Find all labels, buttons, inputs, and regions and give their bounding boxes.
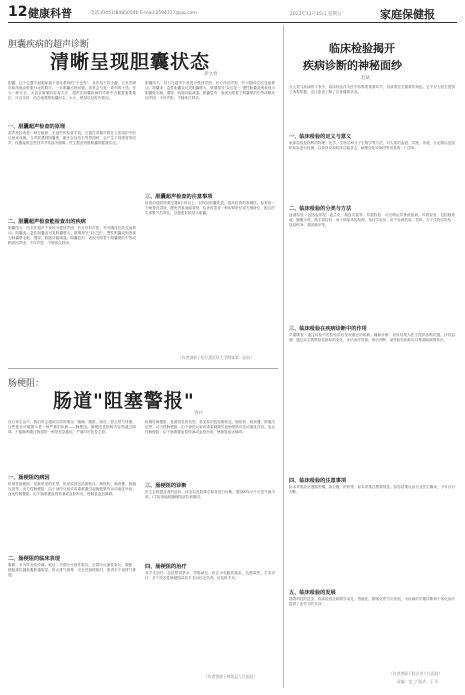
article-subhead: 一、临床检验的定义与意义	[289, 134, 352, 140]
article-clinical-lab	[289, 25, 457, 688]
article-subhead: 四、临床检验的注意事项	[289, 478, 347, 484]
article-paragraph: 在日常生活中，我们常会遇到这样的情况：腹痛、腹胀、呕吐、停止排气排便。这些症状可能提示着一种严重的疾病——肠梗阻。肠梗阻是指肠内容物通过障碍，不能顺利通过肠道的一种常见急腹症，严重时可危及生命。	[8, 420, 136, 434]
divider	[8, 368, 278, 369]
article-paragraph: 血液检验：包括血常规、血生化、凝血功能等。尿液检验：可反映泌尿系统疾病。体液检验：包括脑脊液、胸腹水等。微生物检验：用于病原体的检测。免疫学检验：用于检测抗原、抗体。分子生物学检验：包括PCR、基因测序等。	[289, 213, 455, 227]
article-byline: 曾兵	[194, 411, 203, 416]
contact-info: 电话:(0451)84850546 E-mail:2594717@qq.com	[90, 11, 197, 16]
article-subhead: 二、临床检验的分类与方法	[289, 206, 352, 212]
article-subhead: 二、胆囊超声检查能检查出的疾病	[8, 219, 86, 225]
column-title: 家庭保健报	[380, 8, 435, 21]
article-intestinal	[8, 370, 278, 688]
issue-date: 2023年12月15日 星期五	[290, 12, 342, 17]
author-note: （作者供职于哈尔滨医科大学附属第一医院）	[178, 355, 254, 360]
page-header	[8, 4, 457, 22]
author-note: （作者供职于临沂市人民医院）	[389, 671, 443, 676]
article-subhead: 一、肠梗阻的病因	[8, 475, 50, 481]
article-title-line: 疾病诊断的神秘面纱	[303, 59, 402, 72]
article-paragraph: 机械性肠梗阻：是最常见的类型，常见原因包括肠粘连、肠扭转、肠套叠、肿瘤压迫等。动力性肠梗阻：由于神经反射或毒素刺激引起肠壁肌肉运动紊乱所致。血运性肠梗阻：由于肠系膜血管栓塞或血栓形成，使肠管血运障碍。	[8, 482, 136, 496]
article-paragraph: 腹痛：多为阵发性绞痛。呕吐：早期为反射性呕吐，后期为反流性呕吐。腹胀：梗阻部位越低腹胀越明显。停止排气排便：完全性肠梗阻时，患者多不再排气排便。	[8, 563, 136, 577]
article-paragraph: 检查前通常需要空腹8小时以上，以保证胆囊充盈，提高检查的准确性。检查前一天晚餐宜清淡，避免进食油腻食物。检查时患者一般取仰卧位或左侧卧位，配合医生深吸气后屏住，以便更好地显示胆囊。	[145, 201, 275, 215]
article-subhead: 五、临床检验的发展	[289, 590, 336, 596]
article-kicker: 胆囊疾病的超声诊断	[8, 40, 90, 50]
author-note: （作者供职于射阳县人民医院）	[204, 674, 258, 679]
article-subhead: 三、胆囊超声检查的注意事项	[145, 194, 213, 200]
article-subhead: 三、临床检验在疾病诊断中的作用	[289, 326, 367, 332]
article-title: 清晰呈现胆囊状态	[50, 51, 211, 73]
article-paragraph: 胆囊，这个位置不起眼却属于消化系统的"小仓库"，其作用不容小觑，它负责储存和浓缩由肝脏分泌的胆汁。一旦胆囊出现问题，常常会引发一系列的不适。作为一种安全、无创且简便的检查方法，超声在胆囊疾病的诊断中占据着重要地位，可以实时、动态地观察胆囊形态、大小、壁厚以及腔内情况。	[8, 81, 136, 100]
article-paragraph: 超声波检查是一种无辐射、无创伤的检查手段，它通过高频声波在人体组织中的反射来成像。当声波遇到胆囊壁、胆汁以及结石等界面时，会产生不同强度的回声，仪器接收这些回声并转换为图像，医生据此判断胆囊的健康状况。	[8, 131, 136, 145]
article-subhead: 四、肠梗阻的治疗	[145, 564, 187, 570]
header-rule	[8, 22, 457, 23]
article-paragraph: 机械性肠梗阻：是最常见的类型，常见原因包括肠粘连、肠扭转、肠套叠、肿瘤压迫等。动力性肠梗阻：由于神经反射或毒素刺激引起肠壁肌肉运动紊乱所致。血运性肠梗阻：由于肠系膜血管栓塞或血栓形成，使肠管血运障碍。	[145, 420, 275, 434]
article-paragraph: 临床检验是指利用物理、化学、生物学和分子生物学等方法，对人体的血液、尿液、体液、分泌物以及组织标本进行检测，以获得反映机体功能状态、病理变化或病因等信息的一门学科。	[289, 141, 455, 150]
article-paragraph: 胆囊结石：结石在超声下表现为强回声团，后方伴有声影，并可随体位改变而移动。胆囊炎：急性胆囊炎可见胆囊增大、壁增厚呈"双边征"；慢性胆囊炎则表现为胆囊壁毛糙、增厚，收缩功能减退。胆囊息肉：表现为附着于胆囊壁的中等或稍高回声团，不伴声影，不随体位移动。	[8, 226, 136, 245]
article-paragraph: 随着科技的进步，临床检验正朝着自动化、智能化、精准化的方向发展，为疾病的早期诊断和个体化治疗提供了更有力的支持。	[289, 597, 455, 606]
article-paragraph: 医生会根据患者的症状、体征以及影像学检查进行诊断。腹部X线平片可见气液平面，CT检查能明确梗阻部位和原因。	[145, 490, 275, 499]
article-gallbladder	[8, 25, 278, 365]
editor-credit: 责编：包 宁 版式：王 军	[397, 679, 439, 684]
article-title-line: 临床检验揭开	[329, 42, 395, 55]
article-subhead: 二、肠梗阻的临床表现	[8, 556, 60, 562]
article-paragraph: 标本采集前应遵循医嘱，如空腹、停药等。标本采集过程要规范。检验结果应由专业医生解读，不可自行判断。	[289, 485, 455, 494]
article-paragraph: 在人类与疾病的斗争中，临床检验作为医学诊断的重要环节，扮演着至关重要的角色。它不仅为医生提供了客观依据，也让患者了解了自身健康状况。	[289, 85, 455, 94]
section-title: 健康科普	[28, 7, 72, 20]
article-byline: 赵斌	[361, 76, 370, 81]
article-paragraph: 胆囊结石：结石在超声下表现为强回声团，后方伴有声影，并可随体位改变而移动。胆囊炎：急性胆囊炎可见胆囊增大、壁增厚呈"双边征"；慢性胆囊炎则表现为胆囊壁毛糙、增厚，收缩功能减退。胆囊息肉：表现为附着于胆囊壁的中等或稍高回声团，不伴声影，不随体位移动。	[145, 81, 275, 100]
article-kicker: 肠梗阻：	[8, 379, 45, 389]
page-number: 12	[8, 4, 28, 20]
column-divider	[283, 25, 284, 688]
article-subhead: 一、胆囊超声检查的原理	[8, 124, 66, 130]
article-paragraph: 早期筛查：通过体检中的检验项目发现潜在的疾病。辅助诊断：检验结果为医生提供诊断依据。疗效监测：通过动态观察检验指标的变化，评估治疗效果。预后判断：某些检验指标可以预测疾病的转归。	[289, 333, 455, 342]
article-subhead: 三、肠梗阻的诊断	[145, 483, 187, 489]
article-byline: 胡文春	[204, 72, 218, 77]
article-title: 肠道"阻塞警报"	[53, 390, 195, 412]
article-paragraph: 非手术治疗：包括禁食禁水、胃肠减压、纠正水电解质紊乱、抗感染等。手术治疗：对于绞窄性肠梗阻或非手术治疗无效者，应及时手术。	[145, 571, 275, 580]
